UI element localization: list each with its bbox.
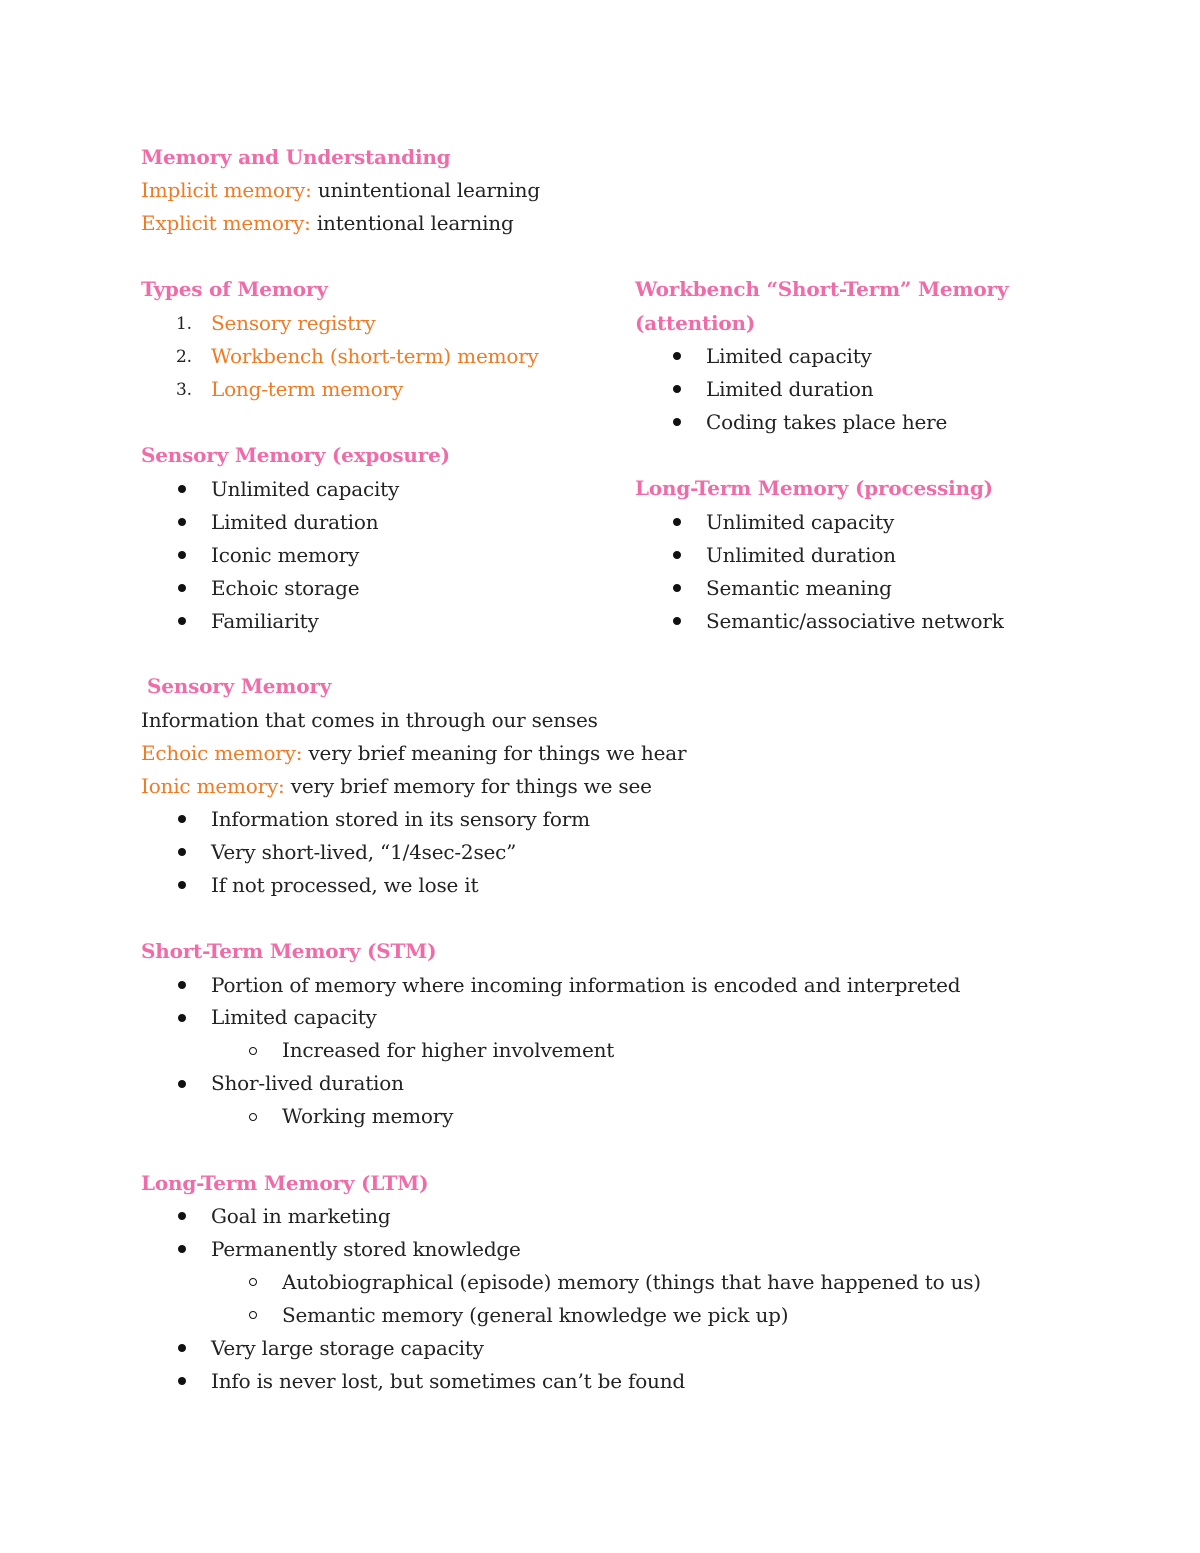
sub-list-item: Autobiographical (episode) memory (things that have happened to us) [282,1270,981,1294]
explicit-definition: intentional learning [310,211,514,235]
implicit-term: Implicit memory: [141,178,312,202]
list-item: Limited duration [211,510,379,534]
intro-title: Memory and Understanding [141,145,451,169]
workbench-title-line2: (attention) [635,311,756,335]
bullet-icon [178,584,186,592]
ltm-title: Long-Term Memory (LTM) [141,1171,429,1195]
ltm-processing-title: Long-Term Memory (processing) [635,476,993,500]
list-item: Permanently stored knowledge [211,1237,521,1261]
list-item: Semantic/associative network [706,609,1004,633]
bullet-icon [673,551,681,559]
list-item: Unlimited capacity [211,477,400,501]
sub-list-item: Semantic memory (general knowledge we pick up) [282,1303,789,1327]
list-item: Unlimited capacity [706,510,895,534]
bullet-icon [178,1245,186,1253]
bullet-icon [178,617,186,625]
list-item: Shor-lived duration [211,1071,404,1095]
list-item: Coding takes place here [706,410,948,434]
bullet-icon [178,1080,186,1088]
explicit-line [141,213,514,233]
list-item: Goal in marketing [211,1204,391,1228]
bullet-icon [178,1344,186,1352]
list-number: 1. [176,314,192,334]
list-item: Unlimited duration [706,543,896,567]
list-item: Limited duration [706,377,874,401]
list-number: 3. [176,380,192,400]
list-item: Workbench (short-term) memory [211,344,539,368]
list-item: Limited capacity [211,1005,377,1029]
sub-list-item: Increased for higher involvement [282,1038,615,1062]
list-item: Sensory registry [211,311,376,335]
bullet-icon [178,518,186,526]
list-item: Info is never lost, but sometimes can’t be found [211,1369,686,1393]
sensory-intro: Information that comes in through our senses [141,708,598,732]
sensory-title: Sensory Memory [147,674,332,698]
list-item: Very short-lived, “1/4sec-2sec” [211,840,517,864]
hollow-bullet-icon [249,1047,257,1055]
list-item: Familiarity [211,609,319,633]
bullet-icon [673,385,681,393]
bullet-icon [178,1377,186,1385]
list-item: Long-term memory [211,377,403,401]
bullet-icon [178,981,186,989]
implicit-line [141,180,540,200]
hollow-bullet-icon [249,1311,257,1319]
bullet-icon [673,352,681,360]
bullet-icon [178,815,186,823]
workbench-title: Workbench “Short-Term” Memory [635,277,1009,301]
ionic-definition: very brief memory for things we see [284,774,652,798]
bullet-icon [178,1014,186,1022]
stm-title: Short-Term Memory (STM) [141,939,437,963]
sub-list-item: Working memory [282,1104,454,1128]
list-number: 2. [176,347,192,367]
list-item: Iconic memory [211,543,360,567]
list-item: Information stored in its sensory form [211,807,590,831]
types-title: Types of Memory [141,277,328,301]
bullet-icon [178,881,186,889]
ionic-line [141,776,652,796]
hollow-bullet-icon [249,1113,257,1121]
echoic-line [141,743,686,763]
bullet-icon [178,551,186,559]
echoic-term: Echoic memory: [141,741,303,765]
list-item: If not processed, we lose it [211,873,479,897]
list-item: Semantic meaning [706,576,892,600]
sensory-exposure-title: Sensory Memory (exposure) [141,443,450,467]
bullet-icon [178,485,186,493]
ionic-term: Ionic memory: [141,774,285,798]
bullet-icon [178,1212,186,1220]
bullet-icon [673,518,681,526]
echoic-definition: very brief meaning for things we hear [302,741,687,765]
bullet-icon [673,617,681,625]
list-item: Echoic storage [211,576,360,600]
bullet-icon [178,848,186,856]
explicit-term: Explicit memory: [141,211,311,235]
hollow-bullet-icon [249,1278,257,1286]
implicit-definition: unintentional learning [311,178,540,202]
bullet-icon [673,584,681,592]
list-item: Very large storage capacity [211,1336,484,1360]
bullet-icon [673,418,681,426]
list-item: Limited capacity [706,344,872,368]
list-item: Portion of memory where incoming information is encoded and interpreted [211,973,961,997]
